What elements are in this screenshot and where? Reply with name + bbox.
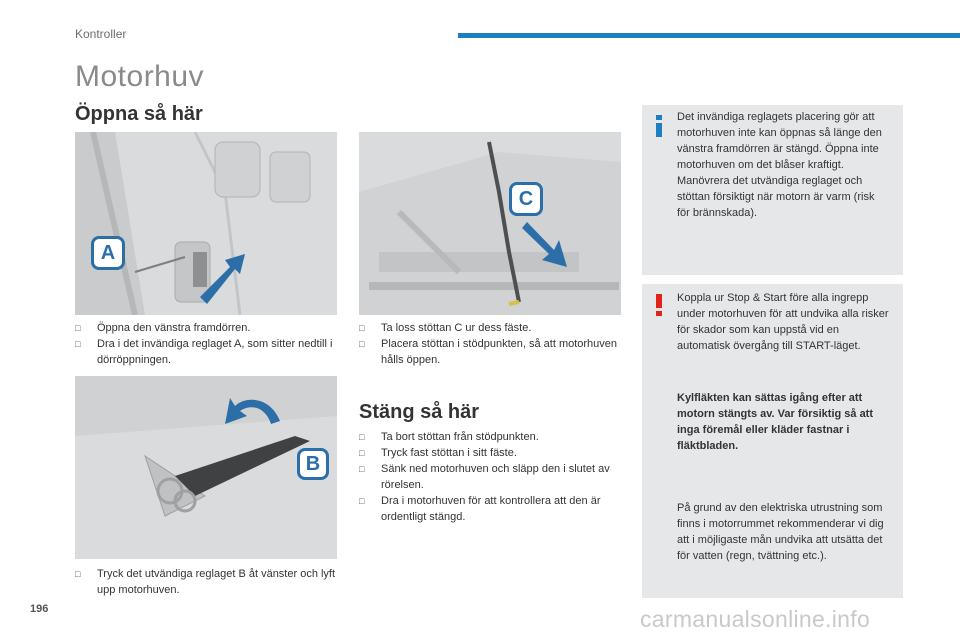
step-text: Tryck fast stöttan i sitt fäste. (381, 447, 517, 459)
step-text: Sänk ned motorhuven och släpp den i slutet av rörelsen. (381, 463, 610, 491)
watermark: carmanualsonline.info (640, 606, 871, 632)
list-item: □ Ta loss stöttan C ur dess fäste. (359, 322, 532, 334)
callout-a: A (91, 236, 125, 270)
list-item: □ Ta bort stöttan från stödpunkten. (359, 431, 539, 443)
open-heading: Öppna så här (75, 103, 203, 125)
open-steps-bottom (75, 566, 337, 598)
step-text: Placera stöttan i stödpunkten, så att motorhuven hålls öppen. (381, 338, 618, 366)
info-text: Det invändiga reglagets placering gör att motorhuven inte kan öppnas så länge den vänstra framdörren är stängd. Öppna inte motorhuven om det blåser kraftigt. Manövrera det utvändiga reglaget och stöttan försiktigt när motorn är varm (risk för brännskada). (677, 111, 882, 219)
list-item: □ Sänk ned motorhuven och släpp den i slutet av rörelsen. (359, 463, 610, 491)
step-text: Ta bort stöttan från stödpunkten. (381, 431, 539, 443)
list-item: □ Öppna den vänstra framdörren. (75, 322, 251, 334)
close-steps (359, 429, 621, 525)
figure-exterior-release-lever (75, 376, 337, 559)
step-text: Ta loss stöttan C ur dess fäste. (381, 322, 532, 334)
list-item: □ Dra i motorhuven för att kontrollera att den är ordentligt stängd. (359, 495, 601, 523)
header-accent-bar (458, 33, 960, 38)
step-text: Dra i motorhuven för att kontrollera att den är ordentligt stängd. (381, 495, 601, 523)
step-text: Dra i det invändiga reglaget A, som sitter nedtill i dörröppningen. (97, 338, 333, 366)
open-steps-right (359, 320, 621, 368)
callout-c: C (509, 182, 543, 216)
list-item: □ Placera stöttan i stödpunkten, så att motorhuven hålls öppen. (359, 338, 618, 366)
figure-support-rod (359, 132, 621, 315)
list-item: □ Tryck det utvändiga reglaget B åt vänster och lyft upp motorhuven. (75, 568, 336, 596)
page-number: 196 (30, 603, 49, 615)
close-heading: Stäng så här (359, 401, 480, 423)
list-item: □ Dra i det invändiga reglaget A, som sitter nedtill i dörröppningen. (75, 338, 333, 366)
warning-text-2: Kylfläkten kan sättas igång efter att motorn stängts av. Var försiktig så att inga föremål eller kläder fastnar i fläktbladen. (677, 392, 874, 452)
page-title: Motorhuv (75, 60, 205, 93)
section-label: Kontroller (75, 27, 127, 41)
warning-text-3: På grund av den elektriska utrustning som finns i motorrummet rekommenderar vi dig att i möjligaste mån undvika att utsätta det för vatten (regn, tvättning etc.). (677, 502, 884, 562)
warning-icon (656, 294, 662, 316)
callout-b: B (297, 448, 329, 480)
figure-interior-release-lever (75, 132, 337, 315)
info-icon (656, 115, 662, 137)
step-text: Öppna den vänstra framdörren. (97, 322, 251, 334)
step-text: Tryck det utvändiga reglaget B åt vänster och lyft upp motorhuven. (97, 568, 336, 596)
open-steps-left (75, 320, 337, 368)
warning-box (642, 284, 903, 598)
warning-text-1: Koppla ur Stop & Start före alla ingrepp under motorhuven för att undvika alla risker för skador som kan uppstå vid en automatisk övergång till START-läget. (677, 292, 889, 352)
info-box (642, 105, 903, 275)
list-item: □ Tryck fast stöttan i sitt fäste. (359, 447, 517, 459)
